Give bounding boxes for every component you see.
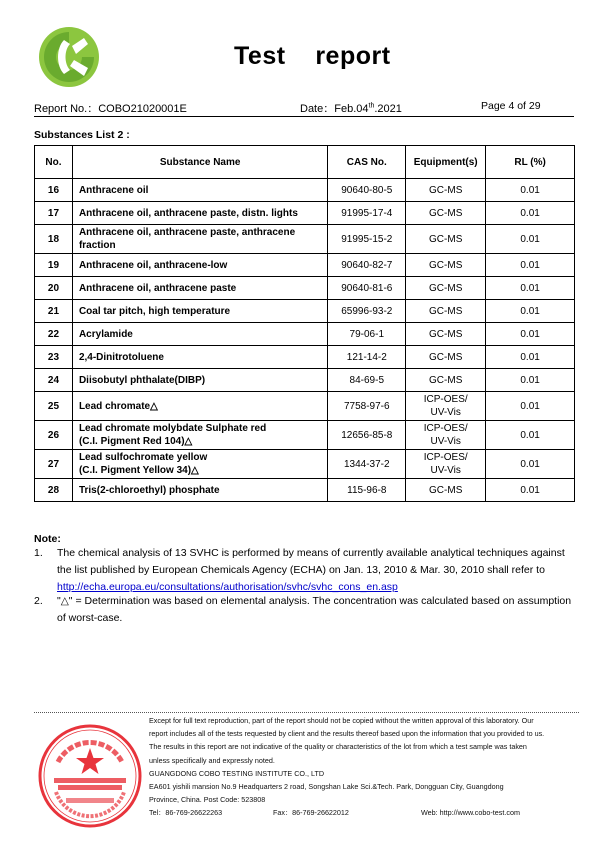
row-no: 28 — [35, 479, 73, 502]
column-header-substance-name: Substance Name — [72, 146, 327, 179]
substances-list-title: Substances List 2 : — [34, 129, 130, 141]
equipment: GC-MS — [406, 254, 486, 277]
equipment-line2: UV-Vis — [430, 465, 461, 476]
substance-name — [72, 225, 327, 254]
note-number: 1. — [34, 547, 43, 559]
substance-name-line2: fraction — [78, 240, 116, 251]
note-item-1 — [34, 545, 579, 596]
equipment — [406, 450, 486, 479]
footer-disclaimer-1: Except for full text reproduction, part of the report should not be copied without the written approval of this laboratory. Our — [149, 716, 534, 725]
date-sup: th — [368, 102, 375, 110]
cas-number: 84-69-5 — [328, 369, 406, 392]
cas-number: 121-14-2 — [328, 346, 406, 369]
footer — [149, 714, 579, 819]
row-no: 20 — [35, 277, 73, 300]
equipment: GC-MS — [406, 369, 486, 392]
footer-disclaimer-2: report includes all of the tests requested by client and the results thereof based upon the information that you provided to us. — [149, 729, 545, 739]
cas-number: 115-96-8 — [328, 479, 406, 502]
cas-number: 91995-17-4 — [328, 202, 406, 225]
substance-name: Lead chromate△ — [72, 392, 327, 421]
table-row — [35, 300, 575, 323]
substance-name — [72, 421, 327, 450]
notes-title: Note: — [34, 533, 61, 545]
table-row — [35, 202, 575, 225]
reporting-limit: 0.01 — [486, 179, 575, 202]
row-no: 18 — [35, 225, 73, 254]
substance-name: Tris(2-chloroethyl) phosphate — [72, 479, 327, 502]
substance-name: Anthracene oil, anthracene-low — [72, 254, 327, 277]
equipment-line1: ICP-OES/ — [423, 452, 468, 463]
table-row — [35, 346, 575, 369]
substance-name: Diisobutyl phthalate(DIBP) — [72, 369, 327, 392]
row-no: 19 — [35, 254, 73, 277]
cas-number: 90640-82-7 — [328, 254, 406, 277]
reporting-limit: 0.01 — [486, 369, 575, 392]
reporting-limit: 0.01 — [486, 202, 575, 225]
footer-address-1: EA601 yishili mansion No.9 Headquarters 2 road, Songshan Lake Sci.&Tech. Park, Dongguan City, Guangdong — [149, 782, 504, 792]
substance-name: Anthracene oil — [72, 179, 327, 202]
substance-name-line2: (C.I. Pigment Red 104)△ — [78, 436, 193, 447]
footer-tel: Tel：86-769-26622263 — [149, 808, 223, 818]
table-row — [35, 277, 575, 300]
cas-number: 65996-93-2 — [328, 300, 406, 323]
equipment-line2: UV-Vis — [430, 436, 461, 447]
table-row — [35, 179, 575, 202]
footer-disclaimer-4: unless specifically and expressly noted. — [149, 755, 275, 765]
row-no: 17 — [35, 202, 73, 225]
row-no: 27 — [35, 450, 73, 479]
date-main: Feb.04 — [334, 103, 369, 115]
equipment: GC-MS — [406, 479, 486, 502]
reporting-limit: 0.01 — [486, 479, 575, 502]
substance-name: Coal tar pitch, high temperature — [72, 300, 327, 323]
equipment-line2: UV-Vis — [430, 407, 461, 418]
date-year: .2021 — [374, 103, 402, 115]
table-row — [35, 392, 575, 421]
reporting-limit: 0.01 — [486, 323, 575, 346]
table-row — [35, 369, 575, 392]
equipment-line1: ICP-OES/ — [423, 423, 468, 434]
footer-address-2: Province, China. Post Code: 523808 — [149, 795, 266, 805]
note-text: "△" = Determination was based on elemental analysis. The concentration was calculated based on assumption of worst-case. — [57, 595, 572, 624]
reporting-limit: 0.01 — [486, 346, 575, 369]
row-no: 26 — [35, 421, 73, 450]
substance-name-line1: Anthracene oil, anthracene paste, anthracene — [78, 227, 296, 238]
cas-number: 90640-81-6 — [328, 277, 406, 300]
table-header-row — [35, 146, 575, 179]
equipment — [406, 392, 486, 421]
report-date — [300, 100, 402, 116]
column-header-no: No. — [35, 146, 73, 179]
column-header-rl: RL (%) — [486, 146, 575, 179]
note-number: 2. — [34, 595, 43, 607]
report-number-label: Report No.： — [34, 103, 99, 115]
equipment-line1: ICP-OES/ — [423, 394, 468, 405]
substance-name: Anthracene oil, anthracene paste, distn. lights — [72, 202, 327, 225]
cas-number: 79-06-1 — [328, 323, 406, 346]
report-number — [34, 100, 187, 116]
page-title: Test report — [234, 42, 391, 70]
substances-table — [34, 145, 575, 502]
company-logo-icon — [38, 26, 100, 88]
reporting-limit: 0.01 — [486, 225, 575, 254]
note-item-2 — [34, 593, 579, 627]
reporting-limit: 0.01 — [486, 421, 575, 450]
official-seal-icon — [36, 722, 144, 830]
footer-company-name: GUANGDONG COBO TESTING INSTITUTE CO., LTD — [149, 768, 325, 778]
row-no: 16 — [35, 179, 73, 202]
table-row — [35, 479, 575, 502]
table-row — [35, 225, 575, 254]
reporting-limit: 0.01 — [486, 392, 575, 421]
cas-number: 1344-37-2 — [328, 450, 406, 479]
substance-name: 2,4-Dinitrotoluene — [72, 346, 327, 369]
row-no: 22 — [35, 323, 73, 346]
reporting-limit: 0.01 — [486, 277, 575, 300]
column-header-cas-no: CAS No. — [328, 146, 406, 179]
equipment: GC-MS — [406, 300, 486, 323]
column-header-equipment: Equipment(s) — [406, 146, 486, 179]
reporting-limit: 0.01 — [486, 300, 575, 323]
header-divider — [34, 116, 574, 117]
table-row — [35, 450, 575, 479]
equipment: GC-MS — [406, 202, 486, 225]
substance-name-line1: Lead sulfochromate yellow — [78, 452, 208, 463]
cas-number: 7758-97-6 — [328, 392, 406, 421]
footer-contact-row — [149, 806, 579, 819]
footer-divider — [34, 712, 579, 713]
cas-number: 90640-80-5 — [328, 179, 406, 202]
equipment: GC-MS — [406, 346, 486, 369]
substance-name — [72, 450, 327, 479]
row-no: 23 — [35, 346, 73, 369]
substance-name: Acrylamide — [72, 323, 327, 346]
equipment: GC-MS — [406, 179, 486, 202]
footer-web[interactable]: Web: http://www.cobo-test.com — [421, 808, 520, 818]
table-row — [35, 421, 575, 450]
row-no: 21 — [35, 300, 73, 323]
report-number-value: COBO21020001E — [98, 103, 187, 115]
equipment: GC-MS — [406, 225, 486, 254]
substance-name: Anthracene oil, anthracene paste — [72, 277, 327, 300]
reporting-limit: 0.01 — [486, 450, 575, 479]
reporting-limit: 0.01 — [486, 254, 575, 277]
table-row — [35, 254, 575, 277]
equipment: GC-MS — [406, 277, 486, 300]
table-row — [35, 323, 575, 346]
footer-fax: Fax：86-769-26622012 — [273, 808, 349, 818]
date-label: Date： — [300, 103, 335, 115]
note-text: The chemical analysis of 13 SVHC is performed by means of currently available analytical techniques against the list published by European Chemicals Agency (ECHA) on Jan. 13, 2010 & Mar. 30, 2010 shall refer to — [57, 547, 565, 576]
page-indicator: Page 4 of 29 — [481, 100, 541, 112]
equipment: GC-MS — [406, 323, 486, 346]
cas-number: 91995-15-2 — [328, 225, 406, 254]
row-no: 25 — [35, 392, 73, 421]
footer-disclaimer-3: The results in this report are not indicative of the quality or characteristics of the lot from which a test sample was taken — [149, 742, 527, 752]
cas-number: 12656-85-8 — [328, 421, 406, 450]
equipment — [406, 421, 486, 450]
substance-name-line2: (C.I. Pigment Yellow 34)△ — [78, 465, 199, 476]
substance-name-line1: Lead chromate molybdate Sulphate red — [78, 423, 267, 434]
row-no: 24 — [35, 369, 73, 392]
echa-link[interactable]: http://echa.europa.eu/consultations/authorisation/svhc/svhc_cons_en.asp — [57, 581, 398, 593]
